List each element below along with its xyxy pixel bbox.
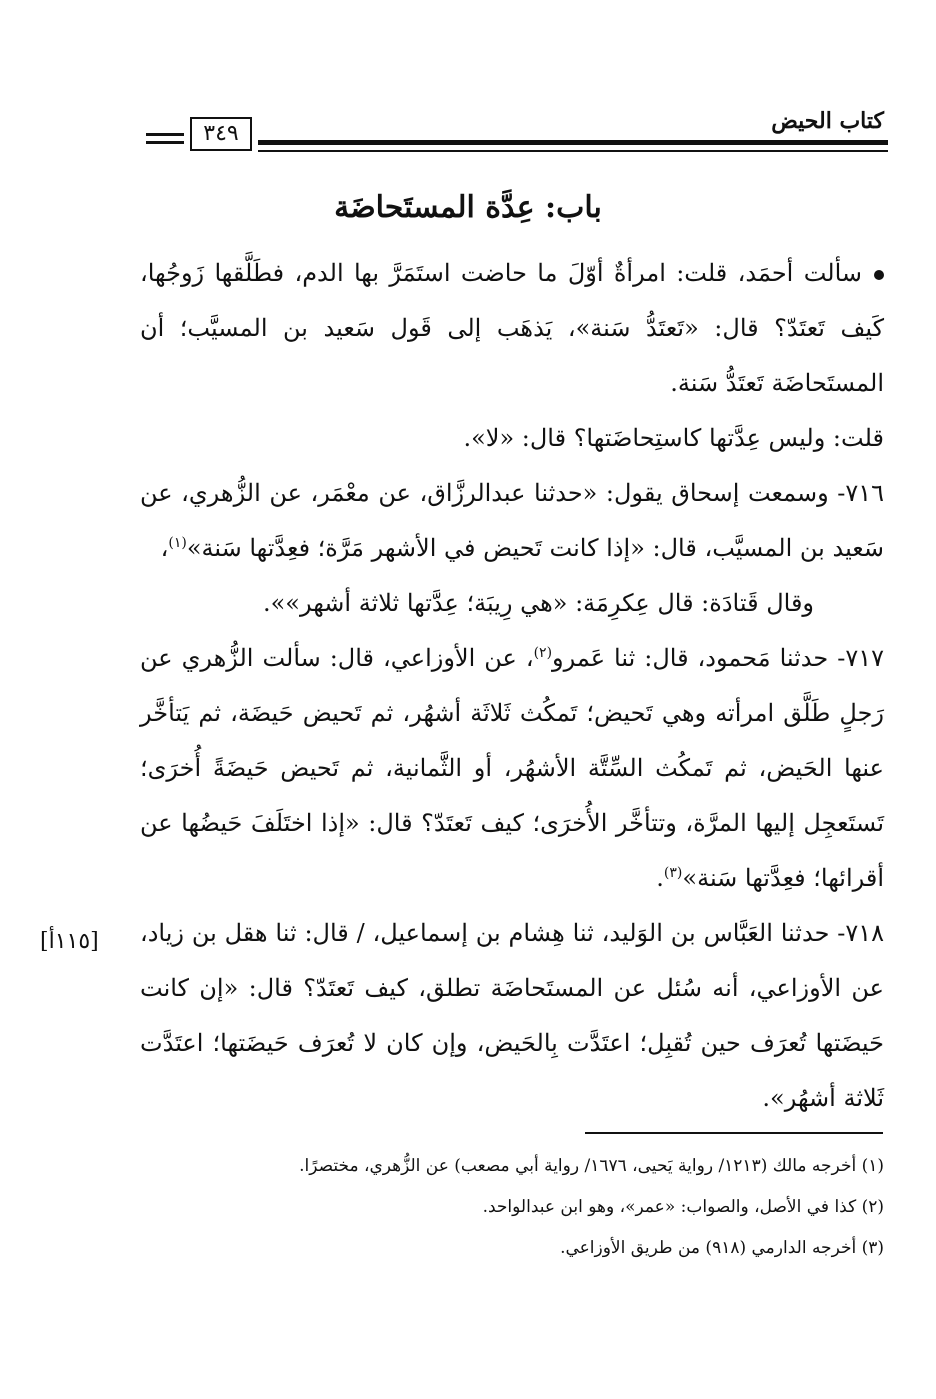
footnote-separator <box>585 1132 883 1134</box>
manuscript-folio-note: [١١٥أ] <box>40 929 99 954</box>
paragraph-718: ٧١٨- حدثنا العَبَّاس بن الوَليد، ثنا هِشام بن إسماعيل، / قال: ثنا هقل بن زياد، عن الأوزاعي، أنه سُئل عن المستَحاضَة تطلق، كيف تَعتَدّ؟ قال: «إن كانت حَيضَتها تُعرَف حين تُقبِل؛ اعتَدَّت بِالحَيض، وإن كان لا تُعرَف حَيضَتها؛ اعتَدَّت ثَلاثة أشهُر». <box>140 919 885 1112</box>
paragraph-717: ٧١٧- حدثنا مَحمود، قال: ثنا عَمرو$^{(٢)}$، عن الأوزاعي، قال: سألت الزُّهري عن رَجلٍ طَلَّق امرأته وهي تَحيض؛ تَمكُث ثَلاثَة أشهُر، ثم تَحيض حَيضَة، ثم يَتأخَّر عنها الحَيض، ثم تَمكُث السِّتَّة الأشهُر، أو الثَّمانية، ثم تَحيض حَيضَةً أُخرَى؛ تَستَعجِل إليها المرَّة، وتتأخَّر الأُخرَى؛ كيف تَعتَدّ؟ قال: «إذا اختَلَفَ حَيضُها عن أقرائها؛ فعِدَّتها سَنة»$^{(٣)}$. <box>140 644 884 892</box>
main-text <box>140 246 884 1126</box>
running-header-title: كتاب الحيض <box>771 108 884 134</box>
footnote-1: (١) أخرجه مالك (١٢١٣/ رواية يَحيى، ١٦٧٦/ رواية أبي مصعب) عن الزُّهري، مختصرًا. <box>299 1156 884 1176</box>
paragraph-716: ٧١٦- وسمعت إسحاق يقول: «حدثنا عبدالرزَّاق، عن معْمَر، عن الزُّهري، عن سَعيد بن المسيَّب، قال: «إذا كانت تَحيض في الأشهر مَرَّة؛ فعِدَّتها سَنة»$^{(١)}$، <box>140 479 885 562</box>
header-rule-left-bottom <box>146 141 184 144</box>
footnote-ref-3: (٣) <box>663 865 683 881</box>
header-rule-thick <box>258 140 888 145</box>
paragraph-question-ahmad: سألت أحمَد، قلت: امرأةٌ أوّلَ ما حاضت استَمَرَّ بها الدم، فطَلَّقها زَوجُها، كَيف تَعتَدّ؟ قال: «تَعتَدُّ سَنة»، يَذهَب إلى قَول سَعيد بن المسيَّب؛ أن المستَحاضَة تَعتَدُّ سَنة. <box>140 259 884 397</box>
section-heading: باب: عِدَّة المستَحاضَة <box>334 190 602 225</box>
paragraph-follow-up: قلت: وليس عِدَّتها كاستِحاضَتها؟ قال: «لا». <box>463 424 884 452</box>
footnote-ref-1: (١) <box>168 535 187 551</box>
footnote-2: (٢) كذا في الأصل، والصواب: «عمر»، وهو ابن عبدالواحد. <box>482 1197 884 1217</box>
header-rule-left-top <box>146 133 184 136</box>
header-rule-thin <box>258 150 888 152</box>
paragraph-qatada: وقال قَتادَة: قال عِكرِمَة: «هي رِيبَة؛ عِدَّتها ثلاثة أشهر»». <box>262 589 814 617</box>
bullet-icon <box>874 270 884 280</box>
footnote-ref-2: (٢) <box>533 645 553 661</box>
page-number: ٣٤٩ <box>190 117 252 151</box>
footnotes <box>140 1146 884 1269</box>
footnote-3: (٣) أخرجه الدارمي (٩١٨) من طريق الأوزاعي. <box>560 1238 884 1258</box>
